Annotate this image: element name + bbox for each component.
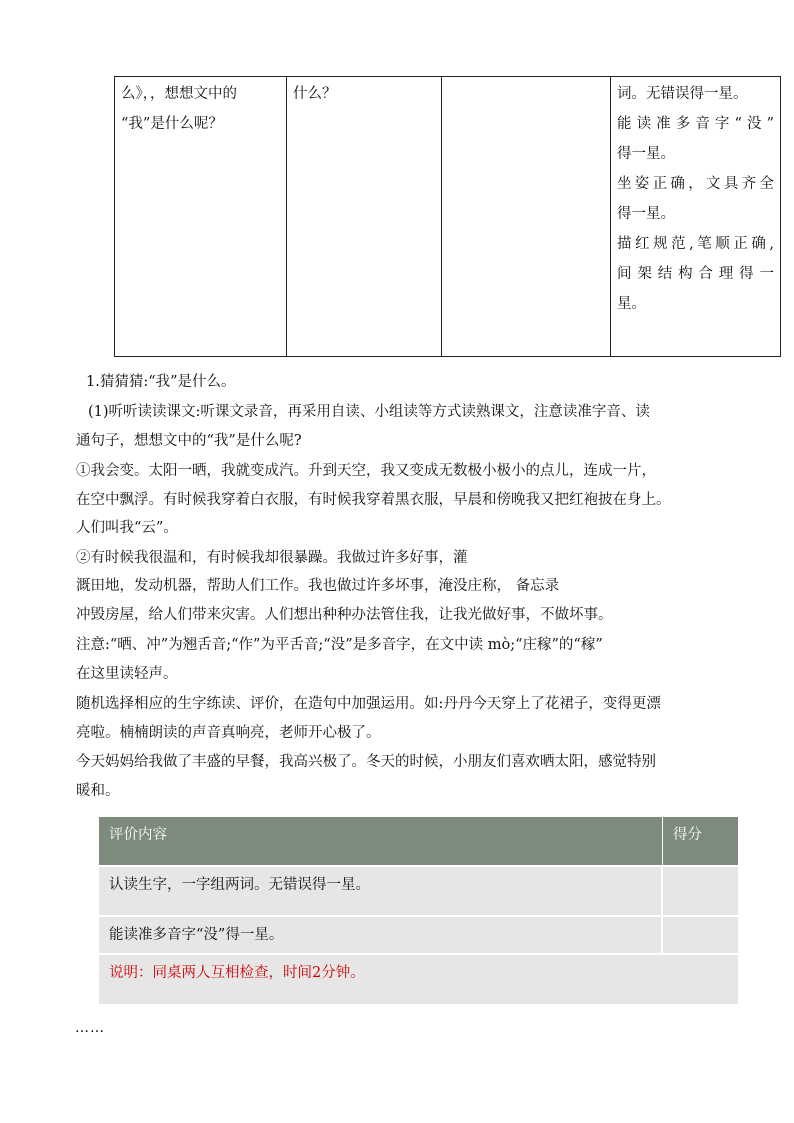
cell-line: 么》，，想想文中的 — [121, 86, 237, 102]
evaluation-note: 说明：同桌两人互相检查，时间2分钟。 — [99, 953, 738, 1004]
evaluation-header — [99, 817, 738, 865]
cell-line: “我”是什么呢？ — [121, 116, 223, 132]
table-row — [115, 77, 781, 357]
cell-line: 描红规范,笔顺正确, — [617, 236, 774, 252]
paragraph-line: (1)听听读读课文:听课文录音，再采用自读、小组读等方式读熟课文，注意读准字音、读 — [88, 404, 650, 420]
table-cell-empty — [442, 77, 611, 357]
table-cell-student — [287, 77, 442, 357]
cell-line: 词。无错误得一星。 — [617, 86, 748, 102]
cell-line: 得一星。 — [617, 206, 675, 222]
cell-line: 能读准多音字“没” — [617, 116, 774, 132]
cell-line: 坐姿正确，文具齐全 — [617, 176, 774, 192]
criterion-text: 认读生字，一字组两词。无错误得一星。 — [99, 867, 663, 915]
paragraph-line: ②有时候我很温和，有时候我却很暴躁。我做过许多好事，灌 — [76, 550, 468, 566]
paragraph-line: 在空中飘浮。有时候我穿着白衣服，有时候我穿着黑衣服，早晨和傍晚我又把红袍披在身上。 — [76, 492, 671, 508]
header-content: 评价内容 — [99, 817, 663, 865]
header-score: 得分 — [673, 827, 702, 843]
paragraph-line: ①我会变。太阳一晒，我就变成汽。升到天空，我又变成无数极小极小的点儿，连成一片， — [76, 463, 656, 479]
score-cell — [663, 917, 738, 953]
table-cell-evaluation — [611, 77, 781, 357]
cell-line: 得一星。 — [617, 146, 675, 162]
note-line: 在这里读轻声。 — [76, 666, 178, 682]
paragraph-line: 人们叫我“云”。 — [76, 520, 178, 536]
paragraph-line: 亮啦。楠楠朗读的声音真响亮，老师开心极了。 — [76, 725, 381, 741]
cell-line: 星。 — [617, 296, 646, 312]
cell-line: 什么？ — [293, 86, 337, 102]
evaluation-table — [99, 817, 738, 1004]
paragraph-line: 通句子，想想文中的“我”是什么呢? — [76, 433, 302, 449]
paragraph-line: 冲毁房屋，给人们带来灾害。人们想出种种办法管住我，让我光做好事，不做坏事。 — [76, 607, 613, 623]
paragraph-line: 溉田地，发动机器，帮助人们工作。我也做过许多坏事，淹没庄称， 备忘录 — [76, 578, 560, 594]
paragraph-line: 暖和。 — [76, 783, 120, 799]
note-line: 注意:“晒、冲”为翘舌音;“作”为平舌音;“没”是多音字，在文中读 mò;“庄稼”的“稼” — [76, 637, 603, 653]
criterion-text: 能读准多音字“没”得一星。 — [99, 917, 663, 953]
ellipsis: …… — [75, 1020, 105, 1036]
score-cell — [663, 867, 738, 915]
paragraph-line: 今天妈妈给我做了丰盛的早餐，我高兴极了。冬天的时候，小朋友们喜欢晒太阳，感觉特别 — [76, 754, 656, 770]
table-row — [99, 915, 738, 953]
cell-line: 间架结构合理得一 — [617, 266, 774, 282]
section-heading: 1.猜猜猜:“我”是什么。 — [86, 374, 236, 390]
table-row — [99, 865, 738, 915]
lesson-table — [114, 76, 781, 357]
table-cell-activity — [115, 77, 287, 357]
paragraph-line: 随机选择相应的生字练读、评价，在造句中加强运用。如:丹丹今天穿上了花裙子，变得更漂 — [76, 696, 661, 712]
